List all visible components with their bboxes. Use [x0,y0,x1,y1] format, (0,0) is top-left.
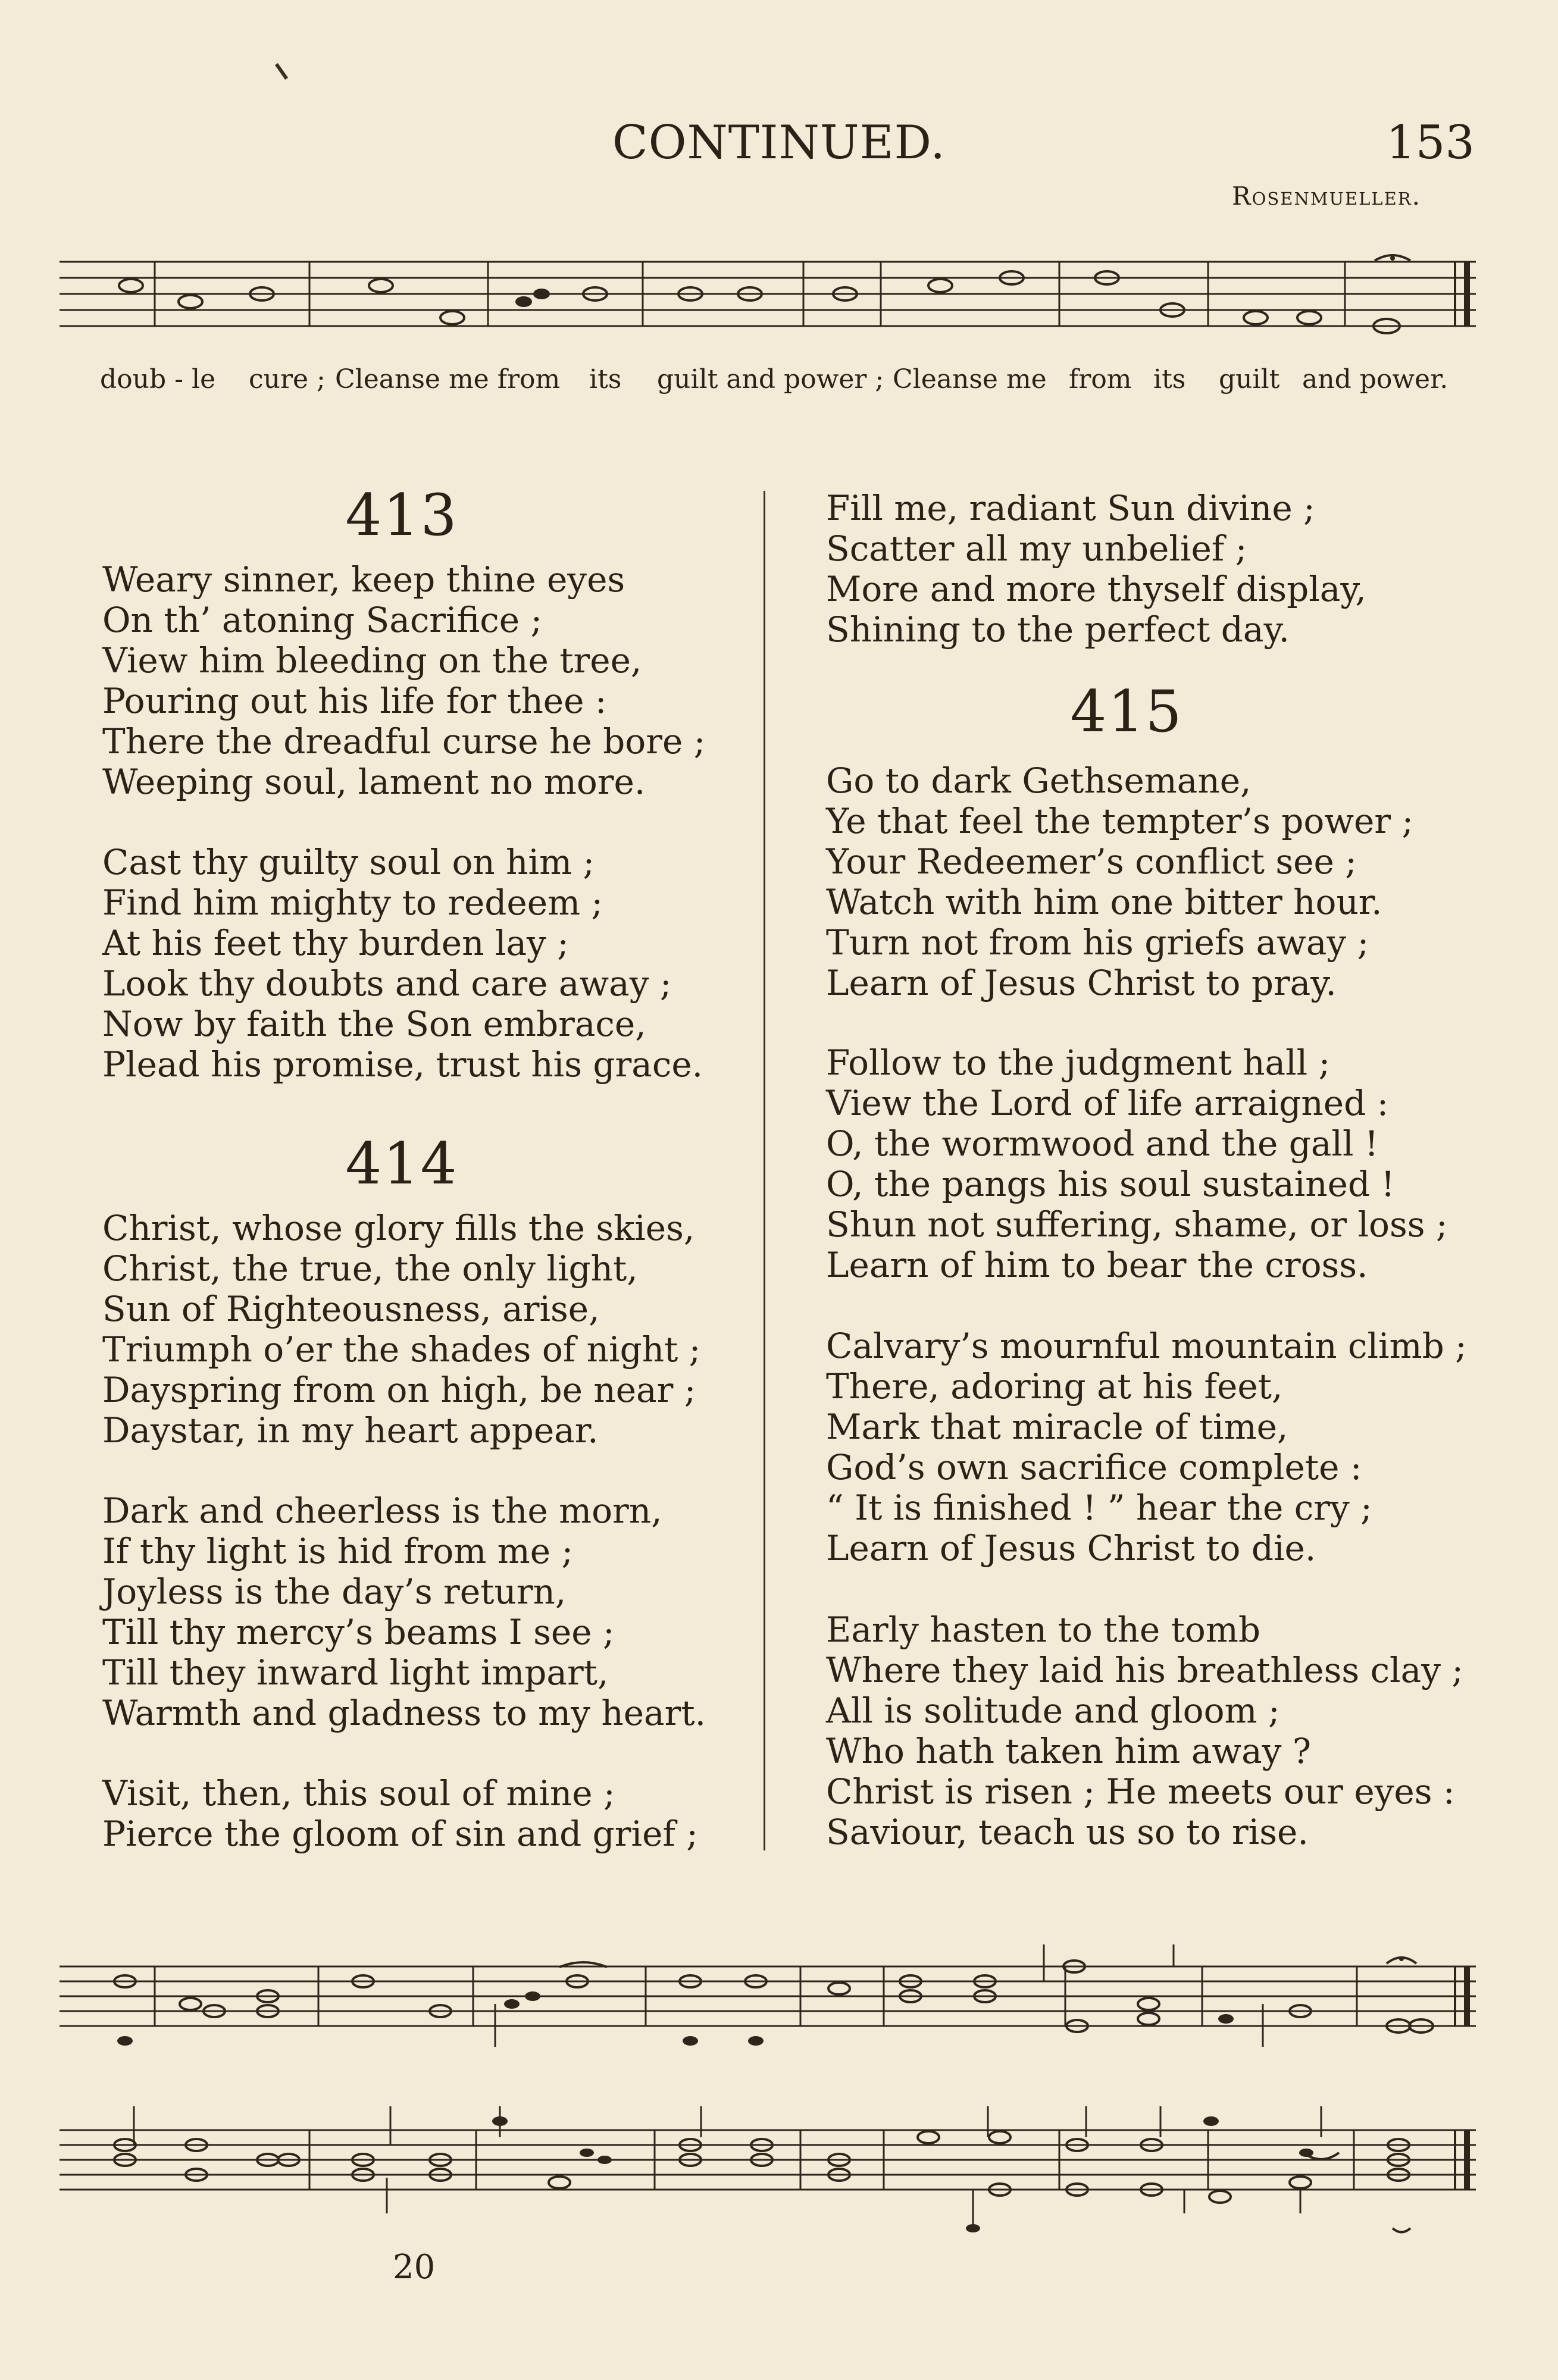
verse-line: Pierce the gloom of sin and grief ; [102,1814,698,1854]
verse-line: Weeping soul, lament no more. [102,762,646,802]
verse-line: There the dreadful curse he bore ; [102,721,706,762]
verse-line: Calvary’s mournful mountain climb ; [826,1326,1467,1366]
verse-line: Turn not from his griefs away ; [826,922,1369,963]
verse-line: Ye that feel the tempter’s power ; [826,801,1413,841]
lyric-syllable: doub - le [100,364,216,394]
verse-line: On th’ atoning Sacrifice ; [102,600,543,640]
hymn-number: 414 [345,1130,458,1197]
verse-line: Early hasten to the tomb [826,1609,1260,1650]
verse-line: Triumph o’er the shades of night ; [102,1329,701,1370]
hymn-413-stanza-2 [102,842,703,1085]
verse-line: Fill me, radiant Sun divine ; [826,488,1315,528]
verse-line: Pouring out his life for thee : [102,681,607,721]
running-title: CONTINUED. [612,116,946,170]
verse-line: Who hath taken him away ? [826,1731,1311,1771]
hymn-415-stanza-4 [826,1609,1463,1852]
verse-line: God’s own sacrifice complete : [826,1447,1362,1488]
verse-line: Christ, whose glory fills the skies, [102,1208,695,1248]
hymn-number: 413 [345,482,458,549]
verse-line: Shining to the perfect day. [826,609,1290,650]
verse-line: If thy light is hid from me ; [102,1531,574,1571]
verse-line: Find him mighty to redeem ; [102,882,603,923]
verse-line: Go to dark Gethsemane, [826,760,1252,801]
verse-line: Dayspring from on high, be near ; [102,1370,696,1410]
verse-line: At his feet thy burden lay ; [102,923,569,963]
hymn-415-stanza-1 [826,760,1413,1003]
verse-line: Scatter all my unbelief ; [826,528,1247,569]
verse-line: Shun not suffering, shame, or loss ; [826,1204,1448,1245]
lyric-syllable: Cleanse me [893,364,1047,394]
verse-line: Joyless is the day’s return, [102,1571,567,1612]
page-number: 153 [1386,116,1475,170]
verse-line: Watch with him one bitter hour. [826,882,1382,922]
music-staff-bottom-2 [60,2094,1488,2249]
verse-line: Daystar, in my heart appear. [102,1410,599,1451]
verse-line: Learn of Jesus Christ to pray. [826,963,1337,1003]
verse-line: Visit, then, this soul of mine ; [102,1773,615,1814]
verse-line: Saviour, teach us so to rise. [826,1812,1309,1852]
lyric-syllable: guilt and power ; [657,364,884,394]
verse-line: Weary sinner, keep thine eyes [102,559,625,600]
verse-line: Till they inward light impart, [102,1652,609,1693]
ink-speck [275,63,288,80]
verse-line: “ It is finished ! ” hear the cry ; [826,1488,1372,1528]
hymn-414-stanza-3-part-2 [826,488,1366,650]
hymn-414-stanza-3-part-1 [102,1773,698,1854]
column-divider [764,491,765,1850]
lyric-syllable: from [1069,364,1132,394]
lyric-syllable: its [589,364,622,394]
verse-line: Learn of Jesus Christ to die. [826,1528,1316,1568]
verse-line: All is solitude and gloom ; [826,1690,1280,1731]
verse-line: Christ, the true, the only light, [102,1248,638,1289]
verse-line: Christ is risen ; He meets our eyes : [826,1771,1455,1812]
verse-line: Plead his promise, trust his grace. [102,1044,703,1085]
verse-line: Cast thy guilty soul on him ; [102,842,595,882]
verse-line: More and more thyself display, [826,569,1366,609]
verse-line: Now by faith the Son embrace, [102,1004,646,1044]
verse-line: Mark that miracle of time, [826,1407,1288,1447]
verse-line: Till thy mercy’s beams I see ; [102,1612,615,1652]
verse-line: Where they laid his breathless clay ; [826,1650,1463,1690]
hymn-415-stanza-3 [826,1326,1467,1568]
hymn-414-stanza-2 [102,1490,706,1733]
music-staff-top [60,250,1488,339]
lyric-syllable: its [1153,364,1186,394]
lyric-syllable: Cleanse me from [335,364,561,394]
hymn-414-stanza-1 [102,1208,700,1451]
composer-credit: Rosenmueller. [1232,181,1421,211]
folio-number: 20 [393,2248,436,2287]
music-staff-bottom-1 [60,1934,1488,2071]
verse-line: Learn of him to bear the cross. [826,1245,1368,1285]
lyric-syllable: and power. [1302,364,1448,394]
verse-line: There, adoring at his feet, [826,1366,1283,1407]
verse-line: View him bleeding on the tree, [102,640,642,681]
verse-line: O, the pangs his soul sustained ! [826,1164,1395,1204]
verse-line: Sun of Righteousness, arise, [102,1289,600,1329]
hymn-413-stanza-1 [102,559,705,802]
verse-line: Warmth and gladness to my heart. [102,1693,706,1733]
verse-line: O, the wormwood and the gall ! [826,1123,1379,1164]
verse-line: Your Redeemer’s conflict see ; [826,841,1357,882]
hymn-number: 415 [1070,678,1183,745]
verse-line: Dark and cheerless is the morn, [102,1490,662,1531]
verse-line: Follow to the judgment hall ; [826,1042,1331,1083]
verse-line: View the Lord of life arraigned : [826,1083,1389,1123]
lyric-syllable: cure ; [249,364,326,394]
hymn-415-stanza-2 [826,1042,1447,1285]
lyric-syllable: guilt [1219,364,1280,394]
verse-line: Look thy doubts and care away ; [102,963,672,1004]
